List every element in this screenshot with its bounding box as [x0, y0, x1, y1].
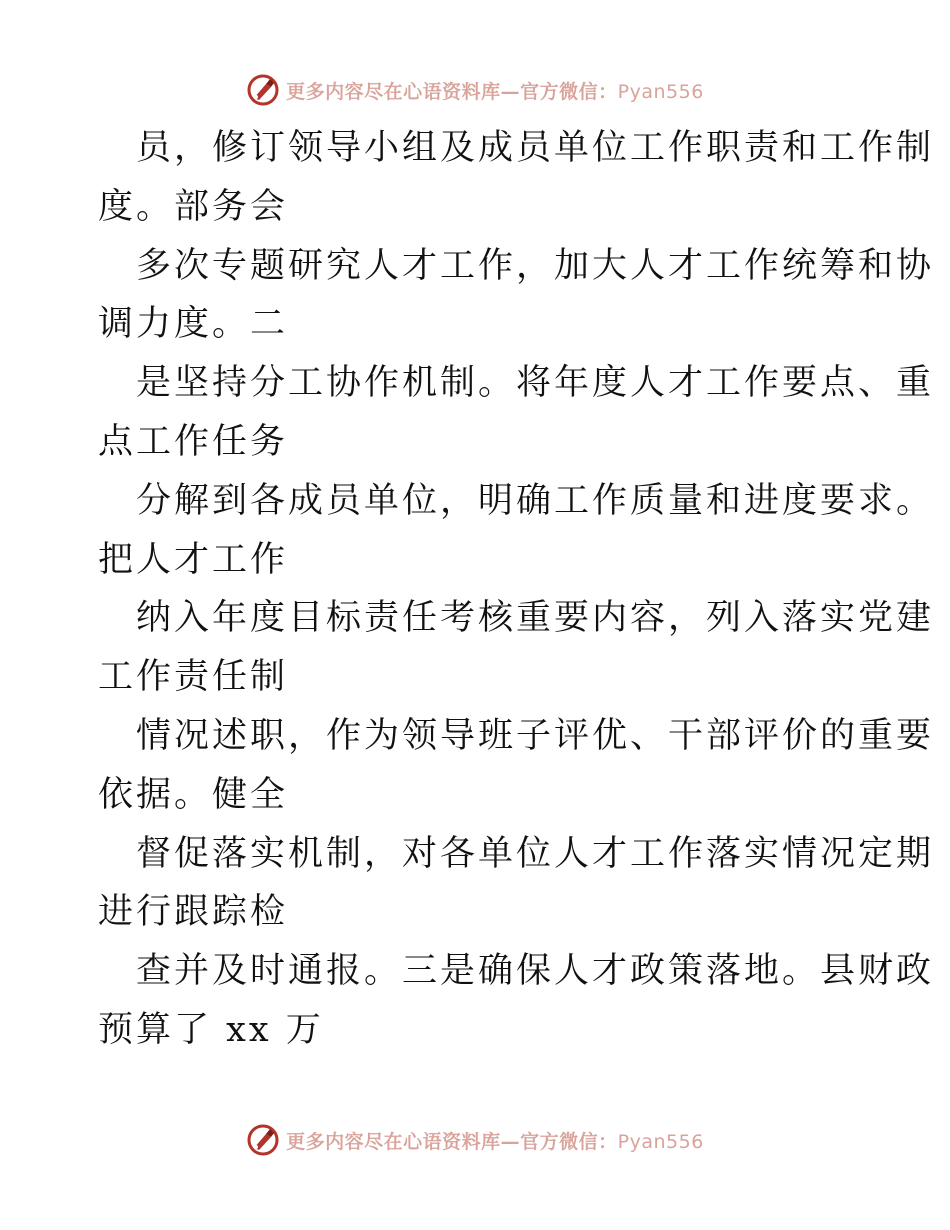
pen-circle-logo-icon — [246, 73, 280, 107]
body-line: 查并及时通报。三是确保人才政策落地。县财政 — [136, 951, 935, 992]
watermark-text-cn: 更多内容尽在心语资料库—官方微信： — [286, 1130, 618, 1153]
header-watermark — [0, 70, 950, 110]
watermark-text-cn: 更多内容尽在心语资料库—官方微信： — [286, 80, 618, 103]
body-line: 把人才工作 — [98, 539, 289, 580]
document-body — [98, 119, 935, 1060]
watermark-group — [246, 73, 704, 107]
body-line: 工作责任制 — [98, 657, 289, 698]
body-line: 点工作任务 — [98, 421, 289, 462]
watermark-group — [246, 1123, 704, 1157]
body-line: 依据。健全 — [98, 774, 289, 815]
body-line: 督促落实机制，对各单位人才工作落实情况定期 — [136, 833, 935, 874]
watermark-text — [286, 77, 704, 104]
body-line: 纳入年度目标责任考核重要内容，列入落实党建 — [136, 598, 935, 639]
body-line: 多次专题研究人才工作，加大人才工作统筹和协 — [136, 245, 935, 286]
footer-watermark — [0, 1120, 950, 1160]
pen-circle-logo-icon — [246, 1123, 280, 1157]
body-line: 是坚持分工协作机制。将年度人才工作要点、重 — [136, 363, 935, 404]
body-line: 情况述职，作为领导班子评优、干部评价的重要 — [136, 715, 935, 756]
body-line: 调力度。二 — [98, 304, 289, 345]
body-line: 预算了 xx 万 — [98, 1009, 324, 1050]
body-line: 度。部务会 — [98, 186, 289, 227]
body-line: 员，修订领导小组及成员单位工作职责和工作制 — [136, 128, 935, 168]
watermark-wechat-id: Pyan556 — [617, 80, 704, 103]
body-line: 分解到各成员单位，明确工作质量和进度要求。 — [136, 480, 935, 521]
watermark-wechat-id: Pyan556 — [617, 1130, 704, 1153]
body-line: 进行跟踪检 — [98, 892, 289, 933]
watermark-text — [286, 1127, 704, 1154]
